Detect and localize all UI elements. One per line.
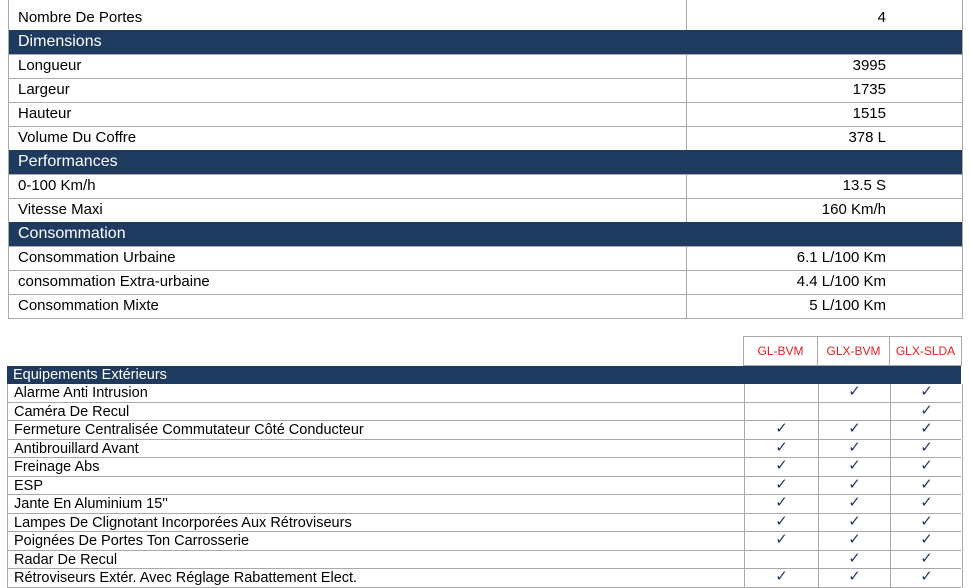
availability-cell (744, 458, 818, 477)
equipment-label: ESP (14, 477, 44, 494)
equipment-row (7, 569, 961, 588)
checkmark-icon: ✓ (848, 438, 861, 456)
availability-cell (890, 421, 963, 440)
checkmark-icon: ✓ (920, 475, 933, 493)
checkmark-icon: ✓ (920, 568, 933, 585)
checkmark-icon: ✓ (848, 475, 861, 493)
spec-value: 6.1 L/100 Km (796, 249, 886, 266)
spec-value: 1735 (852, 81, 886, 98)
availability-cell (890, 569, 963, 588)
spec-row (9, 0, 962, 30)
equipment-label: Radar De Recul (14, 551, 118, 568)
spec-value: 4 (877, 9, 886, 26)
spec-value-cell (686, 54, 963, 78)
spec-label: Largeur (18, 81, 70, 98)
spec-label: Vitesse Maxi (18, 201, 103, 218)
checkmark-icon: ✓ (920, 457, 933, 474)
availability-cell (744, 440, 818, 459)
availability-cell (744, 384, 818, 403)
checkmark-icon: ✓ (920, 420, 933, 437)
availability-cell (818, 514, 890, 533)
equipment-label: Rétroviseurs Extér. Avec Réglage Rabattement Elect. (14, 570, 358, 586)
spec-row (9, 198, 962, 222)
equipment-row (7, 532, 961, 551)
section-title: Consommation (18, 225, 126, 242)
equipment-row (7, 551, 961, 570)
section-title: Dimensions (18, 33, 102, 50)
availability-cell (744, 532, 818, 551)
checkmark-icon: ✓ (920, 531, 933, 548)
trim-column-header: GLX-BVM (817, 336, 890, 366)
trim-column-headers (7, 336, 961, 366)
equipment-label: Freinage Abs (14, 459, 100, 475)
spec-label: Longueur (18, 57, 82, 74)
spec-value: 5 L/100 Km (809, 297, 886, 314)
availability-cell (890, 458, 963, 477)
section-title: Equipements Extérieurs (13, 367, 167, 383)
availability-cell (890, 403, 963, 422)
checkmark-icon: ✓ (775, 475, 788, 493)
availability-cell (744, 495, 818, 514)
spec-label: Hauteur (18, 105, 72, 122)
equipment-label: Antibrouillard Avant (14, 440, 139, 457)
section-title: Performances (18, 153, 118, 170)
availability-cell (818, 458, 890, 477)
checkmark-icon: ✓ (848, 531, 861, 548)
checkmark-icon: ✓ (775, 512, 788, 530)
availability-cell (818, 384, 890, 403)
equipment-label: Lampes De Clignotant Incorporées Aux Rétroviseurs (14, 514, 352, 531)
spec-value-cell (686, 0, 963, 30)
checkmark-icon: ✓ (920, 383, 933, 400)
spec-value-cell (686, 294, 963, 318)
spec-row (9, 294, 962, 318)
spec-row (9, 78, 962, 102)
availability-cell (890, 551, 963, 570)
spec-value: 4.4 L/100 Km (796, 273, 886, 290)
section-header (9, 150, 962, 174)
equipment-row (7, 440, 961, 459)
availability-cell (744, 403, 818, 422)
availability-cell (818, 495, 890, 514)
equipment-row (7, 514, 961, 533)
availability-cell (818, 477, 890, 496)
equipment-row (7, 384, 961, 403)
spec-value: 1515 (852, 105, 886, 122)
spec-row (9, 126, 962, 150)
section-header (9, 30, 962, 54)
checkmark-icon: ✓ (775, 494, 788, 511)
spec-value-cell (686, 78, 963, 102)
checkmark-icon: ✓ (775, 457, 788, 474)
equipment-label: Alarme Anti Intrusion (14, 385, 148, 401)
spec-value-cell (686, 174, 963, 198)
availability-cell (890, 495, 963, 514)
trim-column-header: GLX-SLDA (889, 336, 962, 366)
availability-cell (744, 551, 818, 570)
equipment-label: Poignées De Portes Ton Carrosserie (14, 533, 250, 549)
checkmark-icon: ✓ (920, 401, 933, 419)
checkmark-icon: ✓ (848, 457, 861, 474)
availability-cell (890, 477, 963, 496)
equipment-row (7, 477, 961, 496)
spec-value-cell (686, 198, 963, 222)
availability-cell (744, 514, 818, 533)
checkmark-icon: ✓ (848, 568, 861, 585)
spec-label: Consommation Urbaine (18, 249, 176, 266)
availability-cell (818, 569, 890, 588)
availability-cell (744, 421, 818, 440)
equipment-label: Jante En Aluminium 15'' (14, 496, 168, 512)
specifications-table (8, 0, 963, 319)
equipment-row (7, 495, 961, 514)
spec-value-cell (686, 102, 963, 126)
availability-cell (818, 440, 890, 459)
spec-value: 160 Km/h (821, 201, 886, 218)
section-header (9, 222, 962, 246)
checkmark-icon: ✓ (775, 531, 788, 548)
spec-label: 0-100 Km/h (18, 177, 96, 194)
spec-label: Volume Du Coffre (18, 129, 137, 146)
spec-value-cell (686, 270, 963, 294)
section-header (7, 366, 961, 384)
spec-row (9, 174, 962, 198)
spec-label: Nombre De Portes (18, 9, 143, 26)
spec-row (9, 54, 962, 78)
checkmark-icon: ✓ (848, 383, 861, 400)
availability-cell (890, 532, 963, 551)
spec-value: 378 L (848, 129, 886, 146)
availability-cell (744, 569, 818, 588)
spec-value-cell (686, 126, 963, 150)
checkmark-icon: ✓ (848, 512, 861, 530)
spec-value: 13.5 S (842, 177, 886, 194)
equipment-label: Fermeture Centralisée Commutateur Côté Conducteur (14, 422, 364, 438)
spec-row (9, 270, 962, 294)
spec-row (9, 102, 962, 126)
availability-cell (818, 421, 890, 440)
spec-label: Consommation Mixte (18, 297, 159, 314)
trim-column-header: GL-BVM (743, 336, 818, 366)
equipment-row (7, 421, 961, 440)
checkmark-icon: ✓ (848, 549, 861, 567)
spec-row (9, 246, 962, 270)
equipment-row (7, 403, 961, 422)
equipment-table (7, 336, 961, 586)
availability-cell (818, 403, 890, 422)
checkmark-icon: ✓ (920, 512, 933, 530)
checkmark-icon: ✓ (848, 420, 861, 437)
checkmark-icon: ✓ (920, 438, 933, 456)
checkmark-icon: ✓ (775, 568, 788, 585)
checkmark-icon: ✓ (775, 438, 788, 456)
availability-cell (890, 440, 963, 459)
checkmark-icon: ✓ (775, 420, 788, 437)
spec-value: 3995 (852, 57, 886, 74)
availability-cell (818, 532, 890, 551)
checkmark-icon: ✓ (920, 494, 933, 511)
availability-cell (818, 551, 890, 570)
equipment-label: Caméra De Recul (14, 403, 130, 420)
checkmark-icon: ✓ (848, 494, 861, 511)
checkmark-icon: ✓ (920, 549, 933, 567)
availability-cell (890, 384, 963, 403)
spec-value-cell (686, 246, 963, 270)
availability-cell (744, 477, 818, 496)
availability-cell (890, 514, 963, 533)
spec-label: consommation Extra-urbaine (18, 273, 210, 290)
equipment-row (7, 458, 961, 477)
